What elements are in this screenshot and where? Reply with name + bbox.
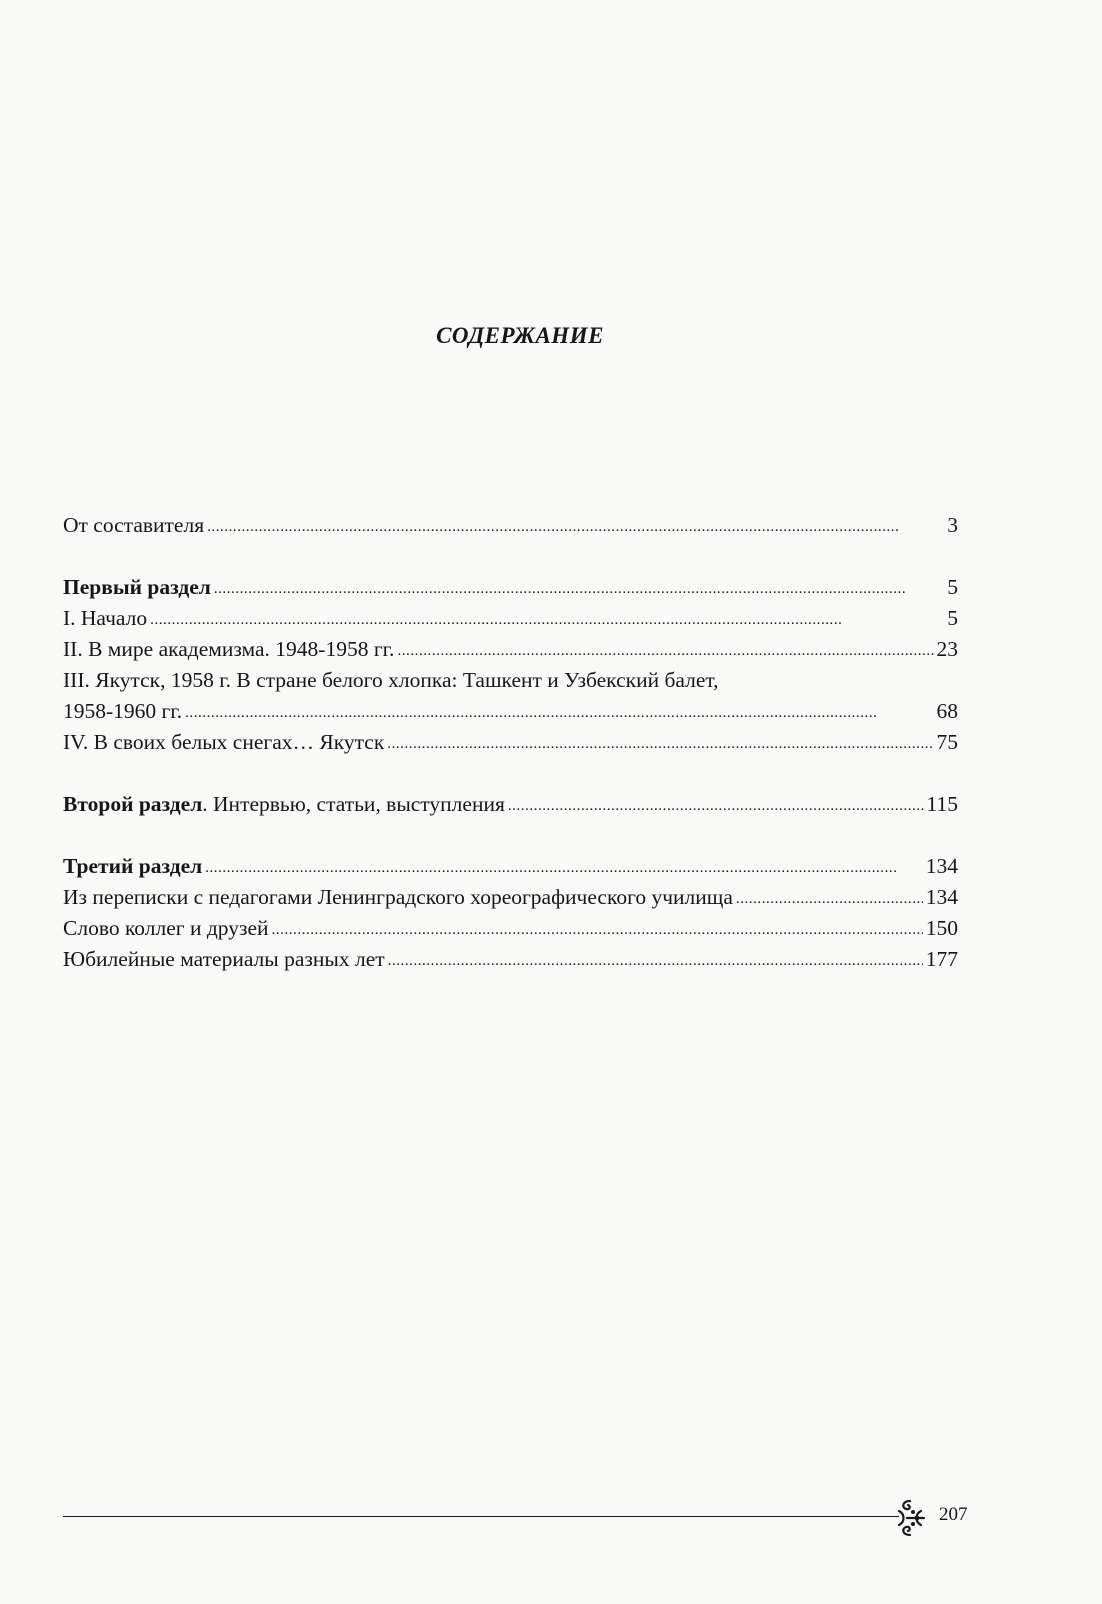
toc-entry-title: Слово коллег и друзей	[63, 916, 269, 940]
page-number: 207	[939, 1504, 968, 1525]
toc-entry-title: I. Начало	[63, 606, 148, 630]
toc-heading: СОДЕРЖАНИЕ	[436, 323, 604, 348]
toc-entry-part-one	[63, 572, 958, 603]
toc-part-title: Первый раздел	[63, 575, 211, 599]
toc-entry-title: IV. В своих белых снегах… Якутск	[63, 730, 385, 754]
toc-entry-chapter-1	[63, 603, 958, 634]
toc-entry-chapter-2	[63, 634, 958, 665]
dot-leader	[397, 633, 933, 667]
table-of-contents	[63, 510, 958, 975]
dot-leader	[205, 850, 923, 884]
dot-leader	[387, 726, 933, 760]
toc-entry-page: 5	[947, 606, 958, 630]
toc-entry-title: Юбилейные материалы разных лет	[63, 947, 385, 971]
toc-entry-title: II. В мире академизма. 1948-1958 гг.	[63, 637, 395, 661]
toc-entry-title: III. Якутск, 1958 г. В стране белого хлопка: Ташкент и Узбекский балет,	[63, 668, 719, 692]
toc-entry-title: От составителя	[63, 513, 205, 537]
toc-entry-section-1	[63, 882, 958, 913]
toc-entry-from-compiler	[63, 510, 958, 541]
toc-entry-chapter-3-line-2	[63, 696, 958, 727]
toc-entry-title: Из переписки с педагогами Ленинградского хореографического училища	[63, 885, 733, 909]
toc-entry-part-two	[63, 789, 958, 820]
toc-part-title: Третий раздел	[63, 854, 203, 878]
dot-leader	[214, 571, 944, 605]
floral-ornament-icon	[893, 1498, 927, 1538]
toc-entry-page: 23	[936, 637, 958, 661]
dot-leader	[272, 912, 923, 946]
footer-rule	[63, 1516, 899, 1517]
dot-leader	[150, 602, 944, 636]
toc-entry-page: 5	[947, 575, 958, 599]
dot-leader	[508, 788, 924, 822]
toc-entry-page: 134	[925, 854, 958, 878]
dot-leader	[736, 881, 923, 915]
toc-entry-title: . Интервью, статьи, выступления	[202, 792, 505, 816]
toc-entry-chapter-4	[63, 727, 958, 758]
toc-entry-section-2	[63, 913, 958, 944]
toc-entry-page: 177	[925, 947, 958, 971]
dot-leader	[388, 943, 923, 977]
dot-leader	[207, 509, 944, 543]
toc-entry-page: 134	[925, 885, 958, 909]
toc-entry-page: 115	[926, 792, 958, 816]
toc-entry-chapter-3-line-1	[63, 665, 958, 696]
toc-part-title: Второй раздел	[63, 792, 203, 816]
toc-entry-page: 68	[936, 699, 958, 723]
toc-entry-part-three	[63, 851, 958, 882]
toc-entry-page: 3	[947, 513, 958, 537]
toc-entry-title: 1958-1960 гг.	[63, 699, 183, 723]
toc-entry-page: 75	[936, 730, 958, 754]
toc-entry-page: 150	[925, 916, 958, 940]
dot-leader	[185, 695, 933, 729]
toc-entry-section-3	[63, 944, 958, 975]
